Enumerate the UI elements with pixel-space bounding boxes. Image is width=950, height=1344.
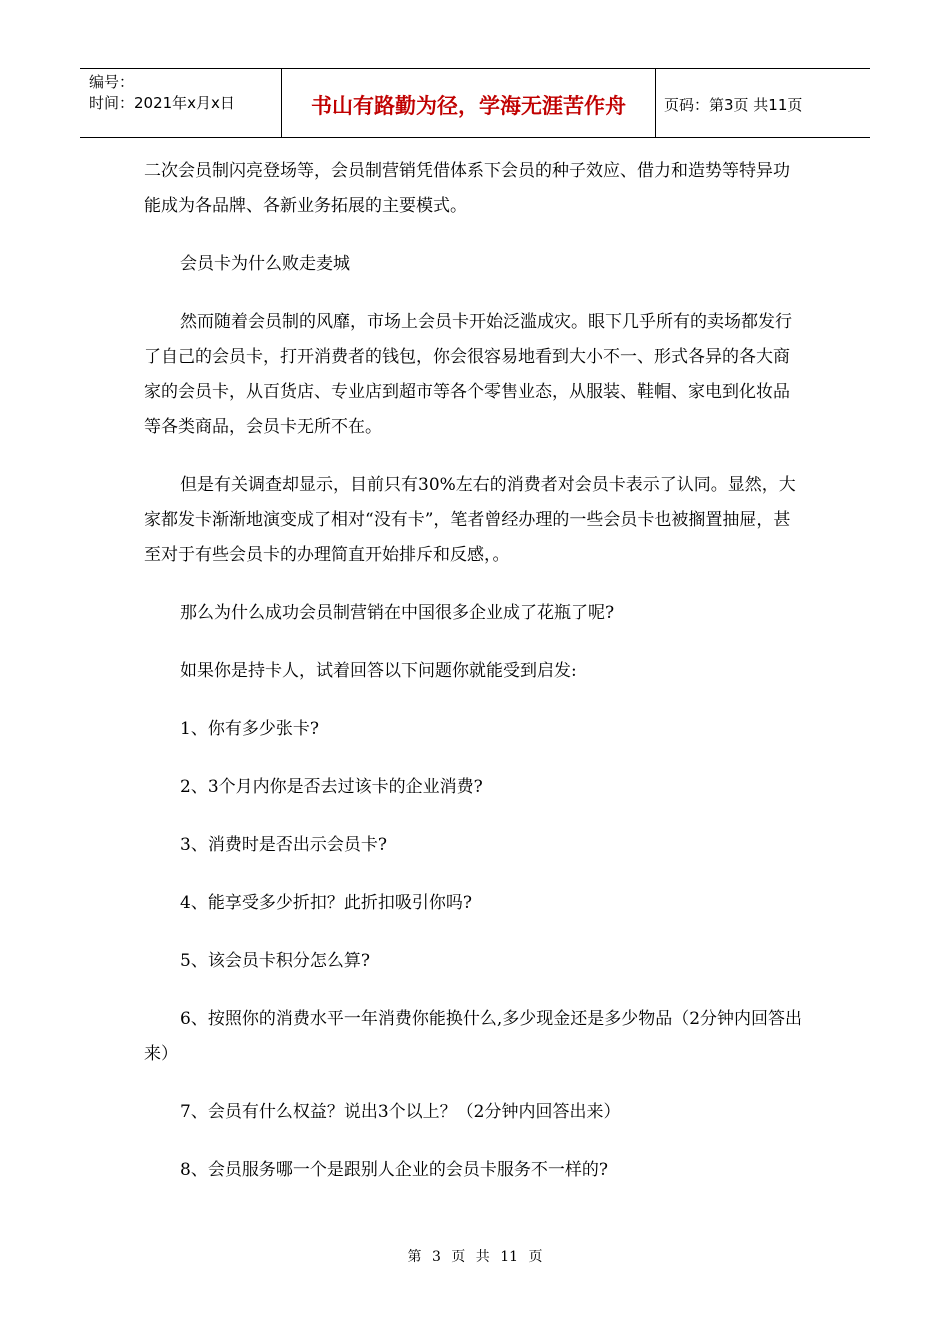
- time-label: 时间：2021年x月x日: [89, 94, 235, 112]
- page-footer: 第 3 页 共 11 页: [407, 1249, 543, 1265]
- section-heading: 会员卡为什么败走麦城: [180, 254, 350, 274]
- document-header: [80, 68, 870, 138]
- document-body: [144, 154, 806, 1211]
- header-meta-cell: [80, 69, 282, 137]
- body-paragraph: 如果你是持卡人，试着回答以下问题你就能受到启发:: [180, 661, 577, 681]
- number-label: 编号：: [89, 73, 135, 91]
- body-paragraph: 但是有关调查却显示，目前只有30%左右的消费者对会员卡表示了认同。显然，大家都发卡渐渐地演变成了相对“没有卡”，笔者曾经办理的一些会员卡也被搁置抽屉，甚至对于有些会员卡的办理简直开始排斥和反感，。: [144, 475, 796, 565]
- header-motto: 书山有路勤为径，学海无涯苦作舟: [282, 69, 656, 137]
- question-item: 2、3个月内你是否去过该卡的企业消费?: [180, 777, 483, 797]
- question-item: 5、该会员卡积分怎么算?: [180, 951, 370, 971]
- body-paragraph: 那么为什么成功会员制营销在中国很多企业成了花瓶了呢?: [180, 603, 615, 623]
- body-paragraph: 然而随着会员制的风靡，市场上会员卡开始泛滥成灾。眼下几乎所有的卖场都发行了自己的会员卡，打开消费者的钱包，你会很容易地看到大小不一、形式各异的各大商家的会员卡，从百货店、专业店到超市等各个零售业态，从服装、鞋帽、家电到化妆品等各类商品，会员卡无所不在。: [144, 312, 792, 437]
- question-item: 1、你有多少张卡?: [180, 719, 319, 739]
- header-page-info: 页码：第3页 共11页: [664, 95, 803, 114]
- question-item: 4、能享受多少折扣？此折扣吸引你吗?: [180, 893, 472, 913]
- body-paragraph: 二次会员制闪亮登场等，会员制营销凭借体系下会员的种子效应、借力和造势等特异功能成为各品牌、各新业务拓展的主要模式。: [144, 161, 790, 216]
- question-item: 7、会员有什么权益？说出3个以上？（2分钟内回答出来）: [180, 1102, 621, 1122]
- question-item: 3、消费时是否出示会员卡?: [180, 835, 387, 855]
- question-item: 8、会员服务哪一个是跟别人企业的会员卡服务不一样的?: [180, 1160, 608, 1180]
- question-item: 6、按照你的消费水平一年消费你能换什么,多少现金还是多少物品（2分钟内回答出来）: [144, 1009, 803, 1064]
